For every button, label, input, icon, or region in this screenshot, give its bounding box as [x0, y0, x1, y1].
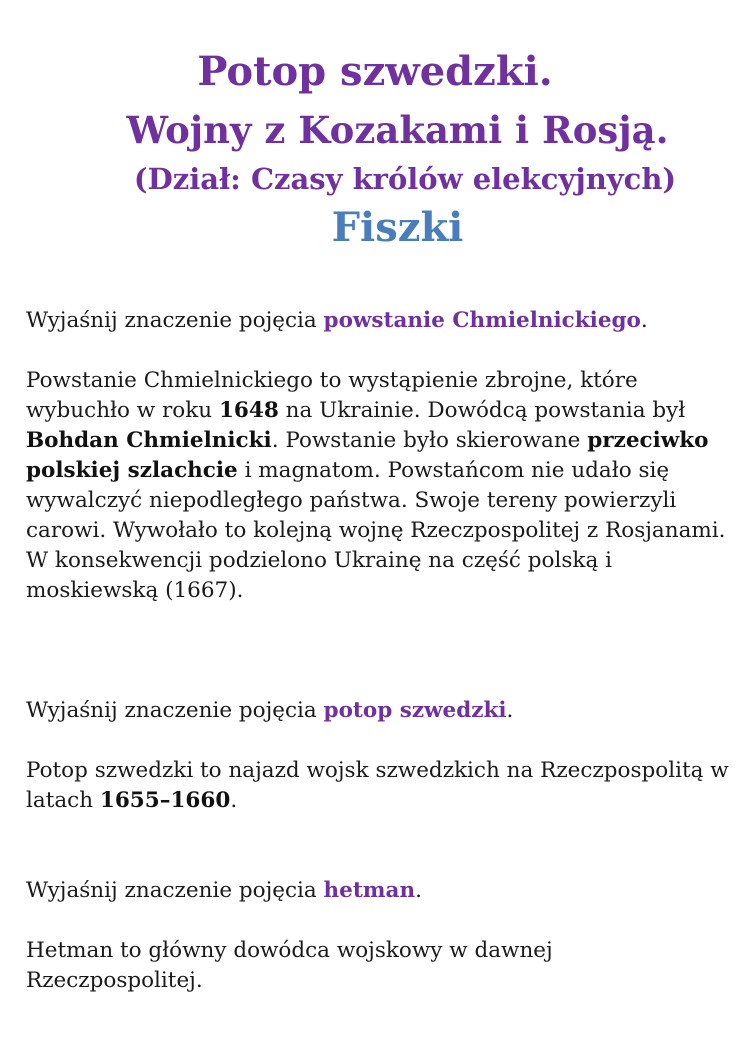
answer-text: Powstanie Chmielnickiego to wystąpienie zbrojne, które wybuchło w roku: [26, 368, 638, 423]
bold-term: 1648: [218, 398, 279, 423]
bold-term: przeciwko polskiej szlachcie: [26, 428, 709, 483]
question-prefix: Wyjaśnij znaczenie pojęcia: [26, 308, 324, 333]
answer-text: Hetman to główny dowódca wojskowy w dawnej Rzeczpospolitej.: [26, 938, 553, 993]
question-prefix: Wyjaśnij znaczenie pojęcia: [26, 878, 324, 903]
question-3: [26, 876, 731, 906]
question-suffix: .: [640, 308, 648, 333]
question-suffix: .: [506, 698, 514, 723]
bold-term: Bohdan Chmielnicki: [26, 428, 272, 453]
question-prefix: Wyjaśnij znaczenie pojęcia: [26, 698, 324, 723]
term-highlight: powstanie Chmielnickiego: [323, 308, 641, 333]
answer-text: Potop szwedzki to najazd wojsk szwedzkich na Rzeczpospolitą w latach: [26, 758, 729, 813]
question-1: [26, 306, 731, 336]
section-label: (Dział: Czasy królów elekcyjnych): [133, 162, 677, 196]
answer-text: .: [230, 788, 238, 813]
bold-term: 1655–1660: [99, 788, 231, 813]
term-highlight: hetman: [323, 878, 416, 903]
answer-3: [26, 936, 731, 996]
question-suffix: .: [415, 878, 422, 903]
answer-1: [26, 366, 731, 606]
page-title: Potop szwedzki.: [197, 48, 553, 95]
question-2: [26, 696, 731, 726]
answer-text: . Powstanie było skierowane: [271, 428, 588, 453]
flashcards-label: Fiszki: [331, 204, 464, 251]
page-subtitle: Wojny z Kozakami i Rosją.: [126, 108, 669, 152]
flashcards: [26, 306, 731, 996]
answer-text: i magnatom. Powstańcom nie udało się wywalczyć niepodległego państwa. Swoje tereny powierzyli carowi. Wywołało to kolejną wojnę Rzeczpospolitej z Rosjanami. W konsekwencji podzielono Ukrainę na część polską i moskiewską (1667).: [26, 458, 726, 603]
answer-text: na Ukrainie. Dowódcą powstania był: [278, 398, 686, 423]
answer-2: [26, 756, 731, 816]
term-highlight: potop szwedzki: [323, 698, 507, 723]
